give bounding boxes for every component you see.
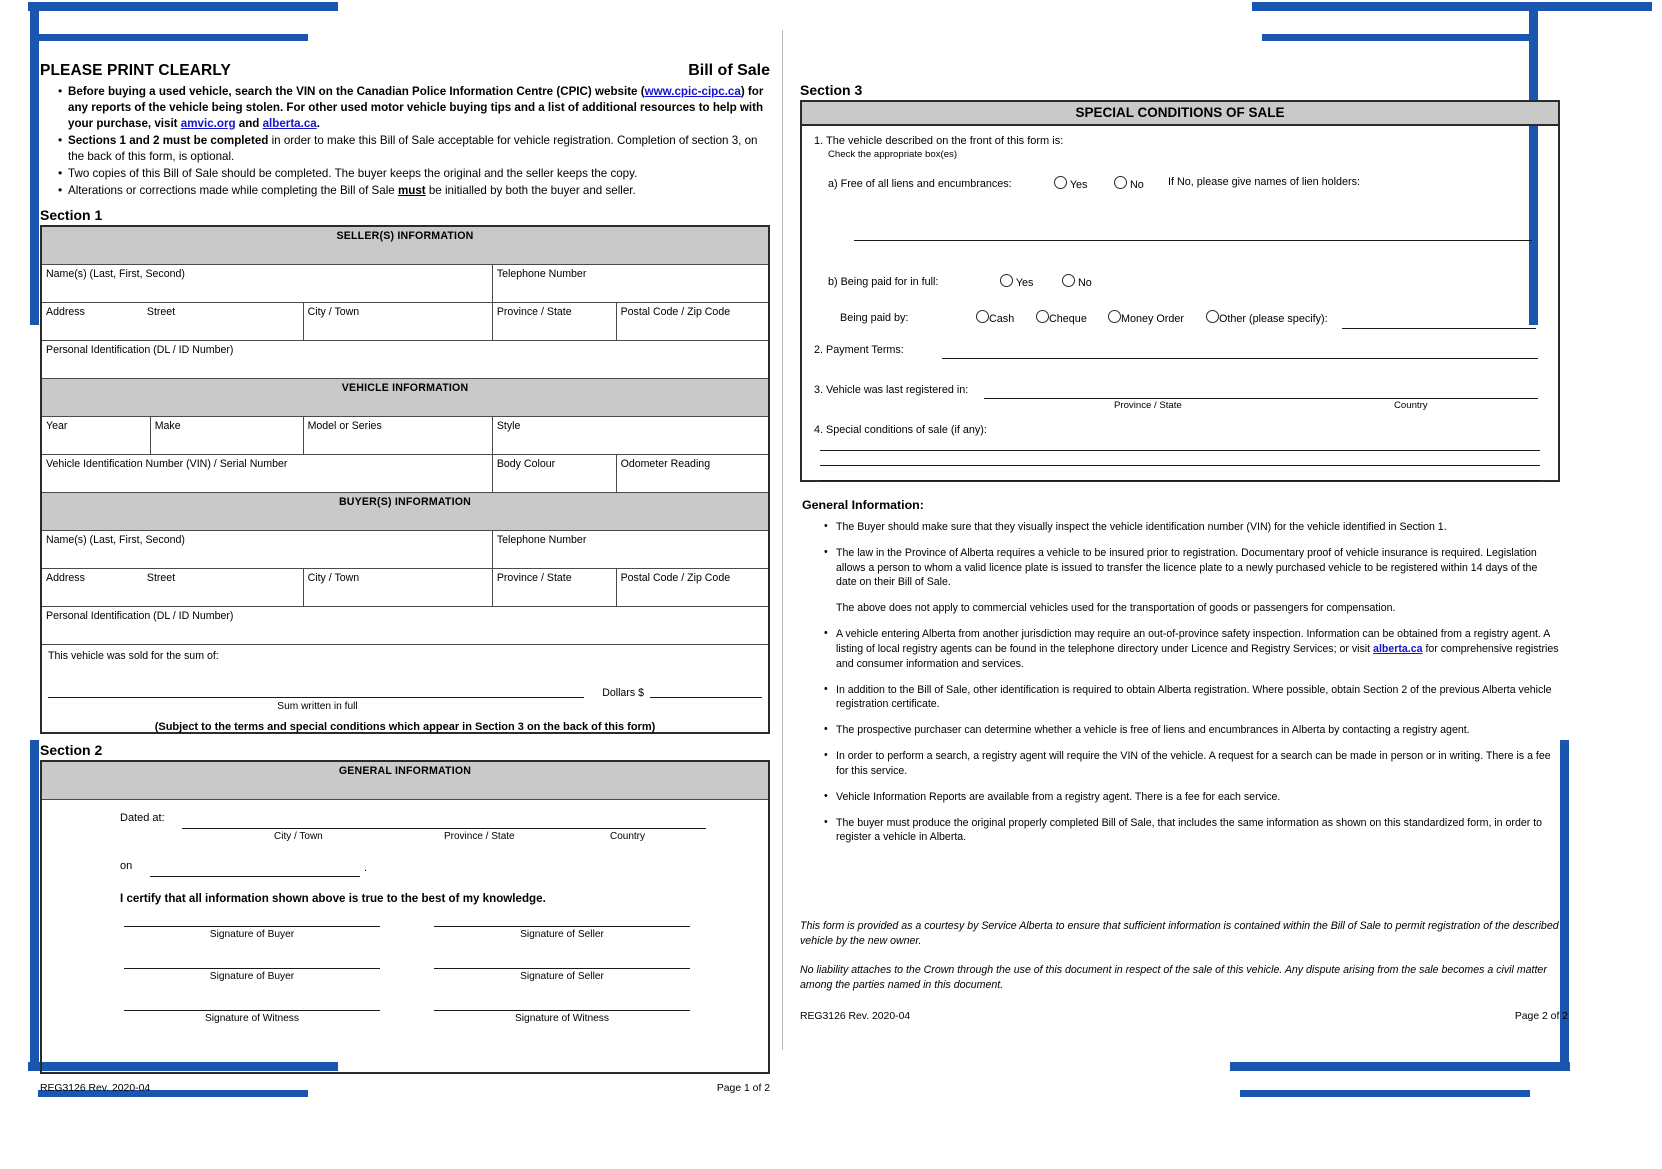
radio-icon[interactable] [1114, 176, 1127, 189]
buyer-address-label: Address [46, 571, 85, 584]
sold-for-sum-label: This vehicle was sold for the sum of: [48, 649, 219, 662]
instructions-list [40, 84, 770, 199]
pay-cheque-label: Cheque [1049, 313, 1087, 325]
paid-full-yes-label: Yes [1015, 277, 1034, 289]
buyer-postal-field[interactable] [616, 568, 769, 606]
selection-bracket-bottom-right-inner [1240, 1090, 1530, 1097]
radio-icon[interactable] [1206, 310, 1219, 323]
seller-province-field[interactable] [492, 302, 616, 340]
seller-city-field[interactable] [303, 302, 492, 340]
seller-postal-field[interactable] [616, 302, 769, 340]
seller-band-header: SELLER(S) INFORMATION [41, 226, 769, 265]
instruction-text: Before buying a used vehicle, search the VIN on the Canadian Police Information Centre (CPIC) website ( [68, 85, 645, 98]
pay-cheque-option[interactable] [1036, 310, 1087, 325]
sum-written-rule[interactable] [48, 697, 584, 698]
seller-telephone-label: Telephone Number [496, 267, 587, 280]
instruction-text: ) for any reports of the vehicle being stolen. For other used motor vehicle buying tips and a list of additional resources to help with your purchase, visit [68, 85, 764, 130]
sale-amount-block [42, 645, 768, 732]
paid-by-row [814, 310, 1546, 330]
signature-witness-buyer[interactable] [124, 1010, 380, 1024]
vehicle-body-colour-label: Body Colour [496, 457, 556, 470]
instruction-text: . [316, 116, 320, 130]
seller-address-label: Address [46, 305, 85, 318]
radio-icon[interactable] [976, 310, 989, 323]
instruction-item [58, 133, 770, 165]
general-info-item [824, 520, 1560, 535]
liens-question-row [814, 176, 1546, 196]
section-2-label: Section 2 [40, 741, 103, 758]
buyer-band-header: BUYER(S) INFORMATION [41, 492, 769, 530]
instruction-text: must [397, 183, 426, 197]
pay-cash-label: Cash [989, 313, 1015, 325]
buyer-names-field[interactable] [41, 530, 492, 568]
pay-money-order-option[interactable] [1108, 310, 1184, 325]
vehicle-style-label: Style [496, 419, 521, 432]
dated-at-rule[interactable] [182, 828, 706, 829]
signature-seller-1-caption: Signature of Seller [520, 928, 604, 940]
pay-other-rule[interactable] [1342, 328, 1536, 329]
vehicle-style-field[interactable] [492, 416, 769, 454]
vehicle-model-label: Model or Series [307, 419, 382, 432]
general-info-text: The prospective purchaser can determine whether a vehicle is free of liens and encumbrances in Alberta by contacting a registry agent. [836, 724, 1470, 737]
instruction-text: and [235, 116, 263, 130]
instruction-item [58, 84, 770, 132]
section-2-body [40, 800, 770, 1074]
paid-in-full-label: b) Being paid for in full: [828, 276, 939, 288]
page-2-footer [800, 1011, 1568, 1027]
radio-icon[interactable] [1036, 310, 1049, 323]
general-info-subnote: The above does not apply to commercial vehicles used for the transportation of goods or passengers for compensation. [836, 602, 1396, 615]
buyer-city-field[interactable] [303, 568, 492, 606]
radio-icon[interactable] [1000, 274, 1013, 287]
last-registered-row [814, 384, 1546, 414]
dollars-label: Dollars $ [602, 686, 644, 699]
dated-city-caption: City / Town [274, 830, 323, 842]
special-conditions-rule-1[interactable] [820, 450, 1540, 451]
section-1-table [40, 225, 770, 734]
seller-personal-id-label: Personal Identification (DL / ID Number) [46, 343, 234, 356]
section-3-box [800, 100, 1560, 482]
certification-statement: I certify that all information shown above is true to the best of my knowledge. [120, 891, 546, 905]
page-title: Bill of Sale [688, 62, 770, 79]
vehicle-odometer-field[interactable] [616, 454, 769, 492]
last-registered-label: 3. Vehicle was last registered in: [814, 384, 969, 396]
signature-buyer-1[interactable] [124, 926, 380, 940]
buyer-telephone-field[interactable] [492, 530, 769, 568]
form-code-page-2: REG3126 Rev. 2020-04 [800, 1011, 911, 1023]
sale-amount-row [48, 684, 762, 698]
instruction-text: be initialled by both the buyer and seller. [425, 183, 636, 197]
lien-holders-rule[interactable] [854, 240, 1532, 241]
inline-link[interactable]: www.cpic-cipc.ca [644, 85, 741, 98]
disclaimer-paragraph-1: This form is provided as a courtesy by Service Alberta to ensure that sufficient information is contained within the Bill of Sale to permit registration of the described vehicle by the new owner. [800, 920, 1559, 948]
instruction-item [58, 183, 770, 199]
seller-province-label: Province / State [496, 305, 572, 318]
general-info-text: The buyer must produce the original properly completed Bill of Sale, that includes the same information as shown on this standardized form, in order to register a vehicle in Alberta. [836, 816, 1543, 844]
section-2-table [40, 760, 770, 800]
buyer-telephone-label: Telephone Number [496, 533, 587, 546]
vehicle-odometer-label: Odometer Reading [620, 457, 711, 470]
lien-holders-note: If No, please give names of lien holders: [1168, 176, 1361, 188]
seller-personal-id-field[interactable] [41, 340, 769, 378]
document-page-2 [800, 0, 1568, 1027]
vehicle-make-label: Make [154, 419, 181, 432]
selection-bracket-left-bottom [30, 740, 39, 1070]
buyer-personal-id-field[interactable] [41, 606, 769, 644]
vehicle-body-colour-field[interactable] [492, 454, 616, 492]
section-3-label: Section 3 [800, 82, 863, 98]
page-2-number: Page 2 of 2 [1514, 1011, 1568, 1023]
seller-street-label: Street [146, 305, 176, 318]
payment-terms-label: 2. Payment Terms: [814, 344, 904, 356]
liens-yes-label: Yes [1069, 179, 1088, 191]
signature-buyer-2-caption: Signature of Buyer [209, 970, 295, 982]
special-conditions-row [814, 424, 1546, 481]
general-info-item [824, 683, 1560, 713]
page-1-number: Page 1 of 2 [716, 1082, 770, 1094]
buyer-province-field[interactable] [492, 568, 616, 606]
general-information-band-header: GENERAL INFORMATION [41, 761, 769, 800]
section-1-label: Section 1 [40, 206, 103, 223]
seller-telephone-field[interactable] [492, 264, 769, 302]
instruction-text: in order to make this Bill of Sale acceptable for vehicle registration. Completion of section 3, on the back of this form, is optional. [68, 133, 758, 163]
general-info-text: In order to perform a search, a registry agent will require the VIN of the vehicle. A request for a search can be made in person or in writing. There is a fee for this service. [836, 750, 1551, 777]
vehicle-vin-label: Vehicle Identification Number (VIN) / Serial Number [46, 457, 288, 470]
inline-link[interactable]: alberta.ca [1373, 642, 1423, 655]
selection-bracket-left-top [30, 10, 39, 325]
pay-other-option[interactable] [1206, 310, 1328, 325]
general-info-item [824, 723, 1560, 738]
general-info-text: A vehicle entering Alberta from another jurisdiction may require an out-of-province safety inspection. Information can be obtained from a registry agent. A listing of local registry agents can be found in the telephone directory under Licence and Registry Services; or visit [836, 628, 1550, 655]
last-registered-country-caption: Country [1394, 400, 1428, 411]
general-info-item [824, 546, 1560, 616]
dollar-amount-rule[interactable] [650, 697, 762, 698]
on-date-period: . [364, 861, 368, 874]
general-info-text: The law in the Province of Alberta requires a vehicle to be insured prior to registration. Documentary proof of vehicle insurance is required. Legislation allows a person to whom a valid licence plate is issued to transfer the licence plate to a newly purchased vehicle to be registered within 14 days of the date on their Bill of Sale. [836, 546, 1538, 589]
buyer-province-label: Province / State [496, 571, 572, 584]
buyer-postal-label: Postal Code / Zip Code [620, 571, 731, 584]
page1-header [40, 0, 770, 80]
paid-full-no-option[interactable] [1062, 274, 1092, 289]
general-info-text: for comprehensive registries and consumer information and services. [836, 642, 1559, 670]
signature-seller-1[interactable] [434, 926, 690, 940]
liens-label: a) Free of all liens and encumbrances: [828, 178, 1012, 190]
on-date-rule[interactable] [150, 876, 360, 877]
inline-link[interactable]: amvic.org [180, 116, 236, 130]
dated-province-caption: Province / State [444, 830, 515, 842]
seller-names-label: Name(s) (Last, First, Second) [46, 267, 185, 280]
buyer-address-field[interactable] [41, 568, 303, 606]
page-1-footer [40, 1083, 770, 1099]
radio-icon[interactable] [1108, 310, 1121, 323]
general-information-list [800, 520, 1560, 845]
section-3-q1: 1. The vehicle described on the front of this form is: [814, 135, 1064, 147]
vehicle-year-field[interactable] [41, 416, 150, 454]
buyer-names-label: Name(s) (Last, First, Second) [46, 533, 185, 546]
inline-link[interactable]: alberta.ca [262, 116, 317, 130]
general-info-item [824, 627, 1560, 671]
buyer-city-label: City / Town [307, 571, 360, 584]
last-registered-province-caption: Province / State [1114, 400, 1182, 411]
payment-terms-row [814, 344, 1546, 362]
sum-written-caption: Sum written in full [277, 700, 358, 712]
instruction-text: Two copies of this Bill of Sale should be completed. The buyer keeps the original and the seller keeps the copy. [68, 166, 638, 180]
radio-icon[interactable] [1054, 176, 1067, 189]
signature-buyer-1-caption: Signature of Buyer [209, 928, 295, 940]
seller-postal-label: Postal Code / Zip Code [620, 305, 731, 318]
vehicle-band-header: VEHICLE INFORMATION [41, 378, 769, 416]
dated-at-label: Dated at: [120, 811, 165, 824]
pay-cash-option[interactable] [976, 310, 1014, 325]
general-info-text: Vehicle Information Reports are available from a registry agent. There is a fee for each service. [836, 790, 1281, 803]
special-conditions-label: 4. Special conditions of sale (if any): [814, 424, 987, 436]
general-info-text: In addition to the Bill of Sale, other identification is required to obtain Alberta registration. Where possible, obtain Section 2 of the previous Alberta vehicle registration certificate. [836, 683, 1552, 711]
section-3-q1-sub: Check the appropriate box(es) [828, 149, 958, 160]
document-page-1 [40, 0, 770, 1099]
signature-witness-buyer-caption: Signature of Witness [205, 1012, 299, 1024]
buyer-street-label: Street [146, 571, 176, 584]
vehicle-model-field[interactable] [303, 416, 492, 454]
general-info-item [824, 790, 1560, 805]
instruction-text: Sections 1 and 2 must be completed [68, 133, 269, 147]
general-info-item [824, 816, 1560, 846]
on-date-label: on [120, 859, 133, 872]
liens-no-option[interactable] [1114, 176, 1144, 191]
instruction-item [58, 166, 770, 182]
form-code-page-1: REG3126 Rev. 2020-04 [40, 1082, 151, 1094]
general-information-title: General Information: [802, 498, 924, 512]
special-conditions-band-header: SPECIAL CONDITIONS OF SALE [802, 102, 1558, 126]
seller-names-field[interactable] [41, 264, 492, 302]
buyer-personal-id-label: Personal Identification (DL / ID Number) [46, 609, 234, 622]
selection-bracket-bottom-right [1230, 1062, 1570, 1071]
paid-by-label: Being paid by: [840, 312, 909, 324]
general-info-item [824, 749, 1560, 779]
signature-seller-2[interactable] [434, 968, 690, 982]
payment-terms-rule[interactable] [942, 358, 1538, 359]
liens-yes-option[interactable] [1054, 176, 1087, 191]
signature-witness-seller-caption: Signature of Witness [515, 1012, 609, 1024]
general-info-text: The Buyer should make sure that they visually inspect the vehicle identification number (VIN) for the vehicle identified in Section 1. [836, 521, 1447, 533]
signature-buyer-2[interactable] [124, 968, 380, 982]
last-registered-rule[interactable] [984, 398, 1538, 399]
print-clearly-heading: PLEASE PRINT CLEARLY [40, 62, 231, 79]
seller-city-label: City / Town [307, 305, 360, 318]
dated-at-captions [182, 831, 706, 845]
instruction-text: Alterations or corrections made while completing the Bill of Sale [68, 183, 398, 197]
seller-address-field[interactable] [41, 302, 303, 340]
signature-witness-seller[interactable] [434, 1010, 690, 1024]
radio-icon[interactable] [1062, 274, 1075, 287]
pay-other-label: Other (please specify): [1219, 313, 1328, 325]
paid-full-no-label: No [1078, 277, 1092, 289]
disclaimer-paragraph-2: No liability attaches to the Crown through the use of this document in respect of the sale of this vehicle. Any dispute arising from the sale becomes a civil matter among the parties named in this document. [800, 964, 1547, 992]
dated-country-caption: Country [610, 830, 646, 842]
paid-in-full-row [814, 274, 1546, 294]
vehicle-make-field[interactable] [150, 416, 303, 454]
special-conditions-rule-3[interactable] [820, 480, 1540, 481]
vehicle-vin-field[interactable] [41, 454, 492, 492]
liens-no-label: No [1130, 179, 1144, 191]
vehicle-year-label: Year [46, 419, 68, 432]
page-divider [782, 30, 783, 1050]
paid-full-yes-option[interactable] [1000, 274, 1033, 289]
disclaimer-block [800, 919, 1560, 993]
pay-money-order-label: Money Order [1121, 313, 1185, 325]
subject-to-terms-note: (Subject to the terms and special conditions which appear in Section 3 on the back of this form) [154, 720, 656, 733]
special-conditions-rule-2[interactable] [820, 465, 1540, 466]
signature-seller-2-caption: Signature of Seller [520, 970, 604, 982]
